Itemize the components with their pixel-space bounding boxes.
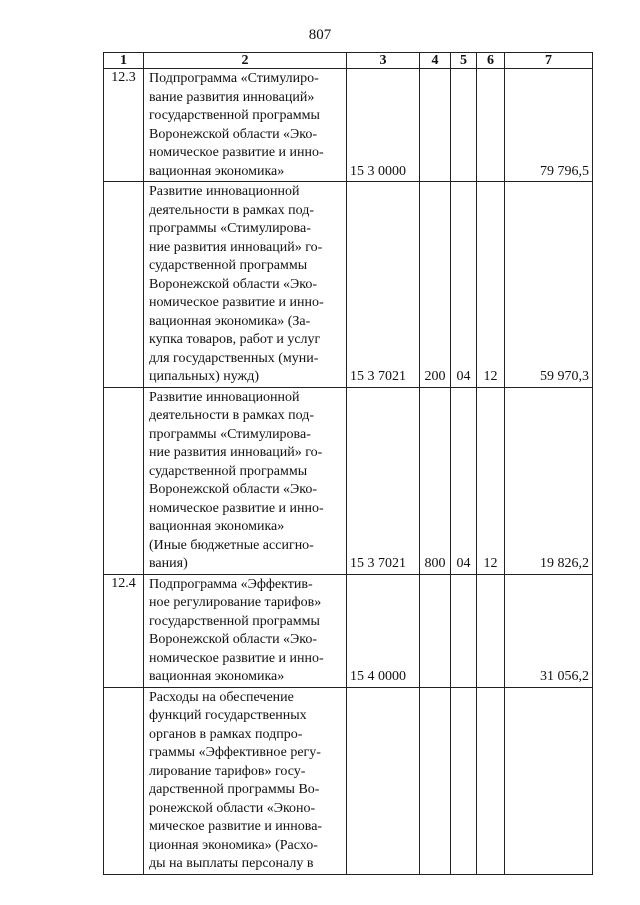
header-col-3: 3 bbox=[347, 53, 420, 69]
row-amount: 59 970,3 bbox=[505, 182, 593, 388]
row-col-4: 200 bbox=[420, 182, 451, 388]
page-number: 807 bbox=[308, 27, 332, 43]
row-number: 12.4 bbox=[104, 574, 144, 687]
row-code: 15 4 0000 bbox=[347, 574, 420, 687]
row-col-5: 04 bbox=[451, 387, 477, 574]
row-number: 12.3 bbox=[104, 69, 144, 182]
table-row bbox=[104, 69, 593, 182]
header-row bbox=[104, 53, 593, 69]
table-row bbox=[104, 182, 593, 388]
row-number bbox=[104, 387, 144, 574]
row-col-4 bbox=[420, 687, 451, 874]
row-description: Развитие инновационной деятельности в рамках под- программы «Стимулирова- ние развития инноваций» го- сударственной программы Воронежской области «Эко- номическое развитие и инно- вационная экономика» (За- купка товаров, работ и услуг для государственных (муни- ципальных) нужд) bbox=[144, 182, 347, 388]
row-col-6 bbox=[477, 69, 505, 182]
row-amount: 19 826,2 bbox=[505, 387, 593, 574]
row-description: Развитие инновационной деятельности в рамках под- программы «Стимулирова- ние развития инноваций» го- сударственной программы Воронежской области «Эко- номическое развитие и инно- вационная экономика» (Иные бюджетные ассигно- вания) bbox=[144, 387, 347, 574]
row-amount: 79 796,5 bbox=[505, 69, 593, 182]
row-amount bbox=[505, 687, 593, 874]
row-col-5 bbox=[451, 574, 477, 687]
row-col-4 bbox=[420, 69, 451, 182]
row-col-6 bbox=[477, 687, 505, 874]
header-col-7: 7 bbox=[505, 53, 593, 69]
row-col-4: 800 bbox=[420, 387, 451, 574]
row-col-5 bbox=[451, 687, 477, 874]
row-col-6: 12 bbox=[477, 387, 505, 574]
row-code bbox=[347, 687, 420, 874]
row-col-5 bbox=[451, 69, 477, 182]
budget-table bbox=[103, 52, 593, 875]
row-col-6 bbox=[477, 574, 505, 687]
row-number bbox=[104, 182, 144, 388]
row-col-5: 04 bbox=[451, 182, 477, 388]
row-description: Подпрограмма «Эффектив- ное регулирование тарифов» государственной программы Воронежской области «Эко- номическое развитие и инно- вационная экономика» bbox=[144, 574, 347, 687]
header-col-2: 2 bbox=[144, 53, 347, 69]
row-amount: 31 056,2 bbox=[505, 574, 593, 687]
row-description: Расходы на обеспечение функций государственных органов в рамках подпро- граммы «Эффективное регу- лирование тарифов» госу- дарственной программы Во- ронежской области «Эконо- мическое развитие и иннова- ционная экономика» (Расхо- ды на выплаты персоналу в bbox=[144, 687, 347, 874]
row-code: 15 3 7021 bbox=[347, 387, 420, 574]
table-row bbox=[104, 574, 593, 687]
row-code: 15 3 7021 bbox=[347, 182, 420, 388]
row-code: 15 3 0000 bbox=[347, 69, 420, 182]
table-row bbox=[104, 687, 593, 874]
header-col-1: 1 bbox=[104, 53, 144, 69]
row-number bbox=[104, 687, 144, 874]
header-col-6: 6 bbox=[477, 53, 505, 69]
table-row bbox=[104, 387, 593, 574]
row-col-6: 12 bbox=[477, 182, 505, 388]
row-col-4 bbox=[420, 574, 451, 687]
header-col-4: 4 bbox=[420, 53, 451, 69]
row-description: Подпрограмма «Стимулиро- вание развития инноваций» государственной программы Воронежской области «Эко- номическое развитие и инно- вационная экономика» bbox=[144, 69, 347, 182]
header-col-5: 5 bbox=[451, 53, 477, 69]
